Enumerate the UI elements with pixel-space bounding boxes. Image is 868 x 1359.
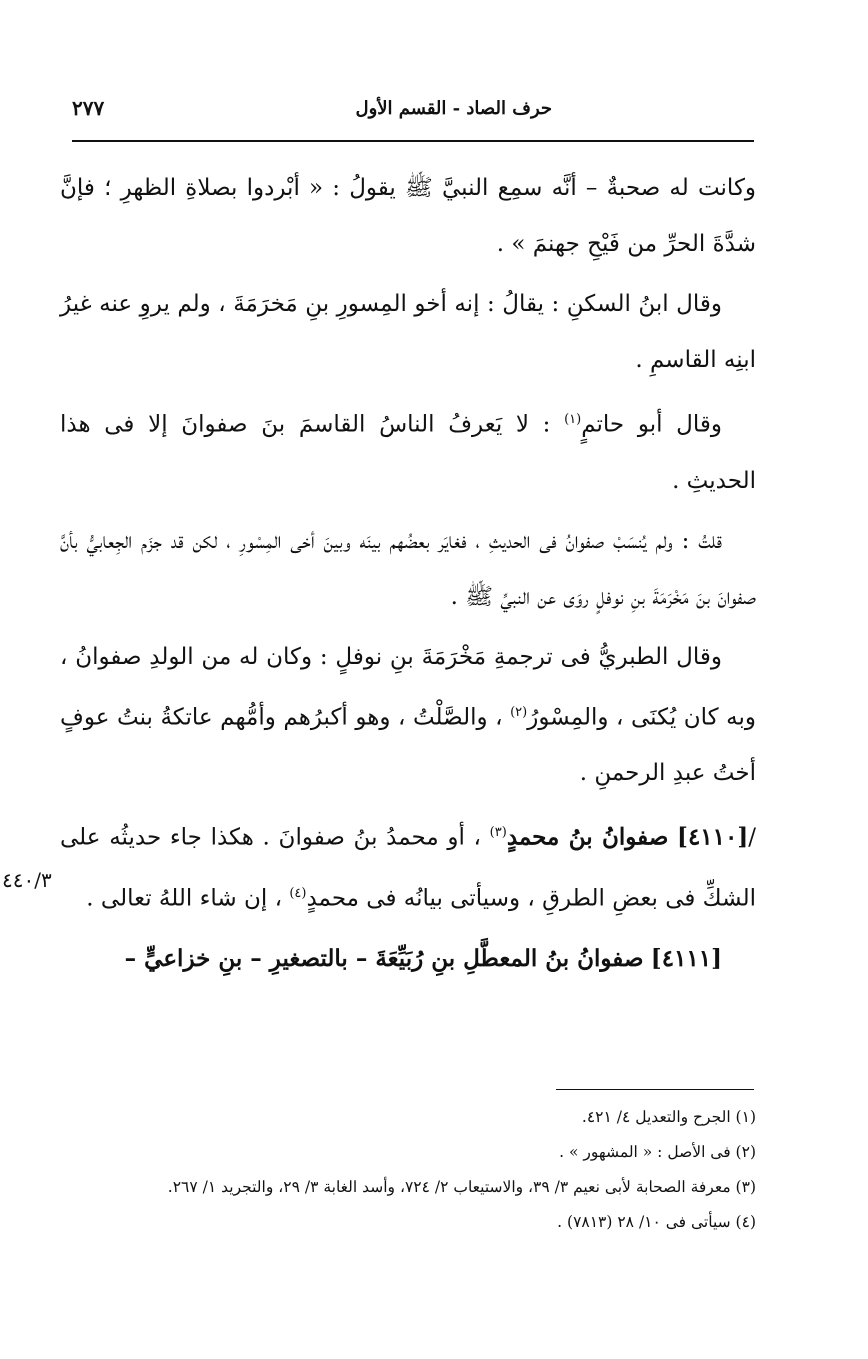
footnote-ref-2: (٢) bbox=[510, 704, 528, 720]
paragraph-3-text-b: : لا يَعرفُ الناسُ القاسمَ بنَ صفوانَ إلا فى هذا الحديثِ . bbox=[60, 411, 756, 494]
paragraph-3-text-a: وقال أبو حاتمٍ bbox=[581, 411, 722, 438]
paragraph-2: وقال ابنُ السكنِ : يقالُ : إنه أخو المِسورِ بنِ مَخرَمَةَ ، ولم يروِ عنه غيرُ ابنِه القاسمِ . bbox=[60, 291, 756, 373]
footnote-1: (١) الجرح والتعديل ٤/ ٤٢١. bbox=[581, 1108, 756, 1126]
paragraph-4: قلتُ : ولم يُنسَبْ صفوانُ فى الحديثِ ، فغايَر بعضُهم بينَه وبينَ أخى المِسْورِ ، لكن قد جزَم الجِعابيُّ بأنَّ صفوانَ بنَ مَخْرَمَةَ بنِ نوفلٍ روَى عن النبيِّ ﷺ . bbox=[60, 527, 756, 610]
footnote-2: (٢) فى الأصل : « المشهور » . bbox=[559, 1143, 756, 1161]
entry-4110-name: صفوانُ بنُ محمدٍ bbox=[506, 823, 669, 851]
entry-4111-text: – بالتصغيرِ – بنِ خزاعيٍّ – bbox=[124, 944, 376, 972]
entry-4110-number: [٤١١٠] bbox=[677, 823, 749, 851]
footnote-ref-1: (١) bbox=[564, 412, 582, 427]
page-header bbox=[72, 96, 752, 128]
paragraph-5 bbox=[60, 629, 756, 802]
margin-volume-page-ref: ٤٤٠/٣ bbox=[2, 868, 52, 892]
entry-4110-text-b: ، إن شاء اللهُ تعالى . bbox=[86, 885, 290, 912]
entry-4111-name: صفوانُ بنُ المعطَّلِ بنِ رُبَيِّعَةَ bbox=[375, 944, 644, 972]
paragraph-5-text-a: وقال الطبريُّ فى ترجمةِ مَخْرَمَةَ بنِ نوفلٍ : وكان له من الولدِ صفوانُ ، وبه كان يُكنَى ، والمِسْورُ bbox=[60, 643, 756, 731]
header-rule bbox=[72, 140, 754, 142]
paragraph-3 bbox=[60, 392, 756, 509]
page-number: ٢٧٧ bbox=[72, 96, 105, 120]
running-title: حرف الصاد - القسم الأول bbox=[355, 98, 552, 119]
footnotes bbox=[60, 1100, 756, 1240]
footnote-4: (٤) سيأتى فى ١٠/ ٢٨ (٧٨١٣) . bbox=[557, 1213, 756, 1231]
paragraph-5-text-b: ، والصَّلْتُ ، وهو أكبرُهم وأمُّهم عاتكةُ بنتُ عوفٍ أختُ عبدِ الرحمنِ . bbox=[60, 704, 756, 787]
entry-4110 bbox=[60, 805, 756, 926]
entry-4110-marker: / bbox=[748, 824, 756, 851]
footnote-ref-3: (٣) bbox=[489, 825, 507, 841]
main-text bbox=[60, 160, 756, 991]
footnote-ref-4: (٤) bbox=[289, 885, 307, 901]
paragraph-1: وكانت له صحبةٌ – أنَّه سمِع النبيَّ ﷺ يقولُ : « أبْردوا بصلاةِ الظهرِ ؛ فإنَّ شدَّةَ الحرِّ من فَيْحِ جهنمَ » . bbox=[60, 175, 756, 257]
entry-4111-number: [٤١١١] bbox=[650, 944, 722, 972]
footnote-3: (٣) معرفة الصحابة لأبى نعيم ٣/ ٣٩، والاستيعاب ٢/ ٧٢٤، وأسد الغابة ٣/ ٢٩، والتجريد ١/ ٢٦٧. bbox=[167, 1178, 756, 1196]
entry-4111 bbox=[60, 931, 756, 987]
entry-4110-text-a: ، أو محمدُ بنُ صفوانَ . هكذا جاء حديثُه على الشكِّ فى بعضِ الطرقِ ، وسيأتى بيانُه فى محمدٍ bbox=[60, 824, 756, 912]
footnote-rule bbox=[556, 1089, 754, 1090]
